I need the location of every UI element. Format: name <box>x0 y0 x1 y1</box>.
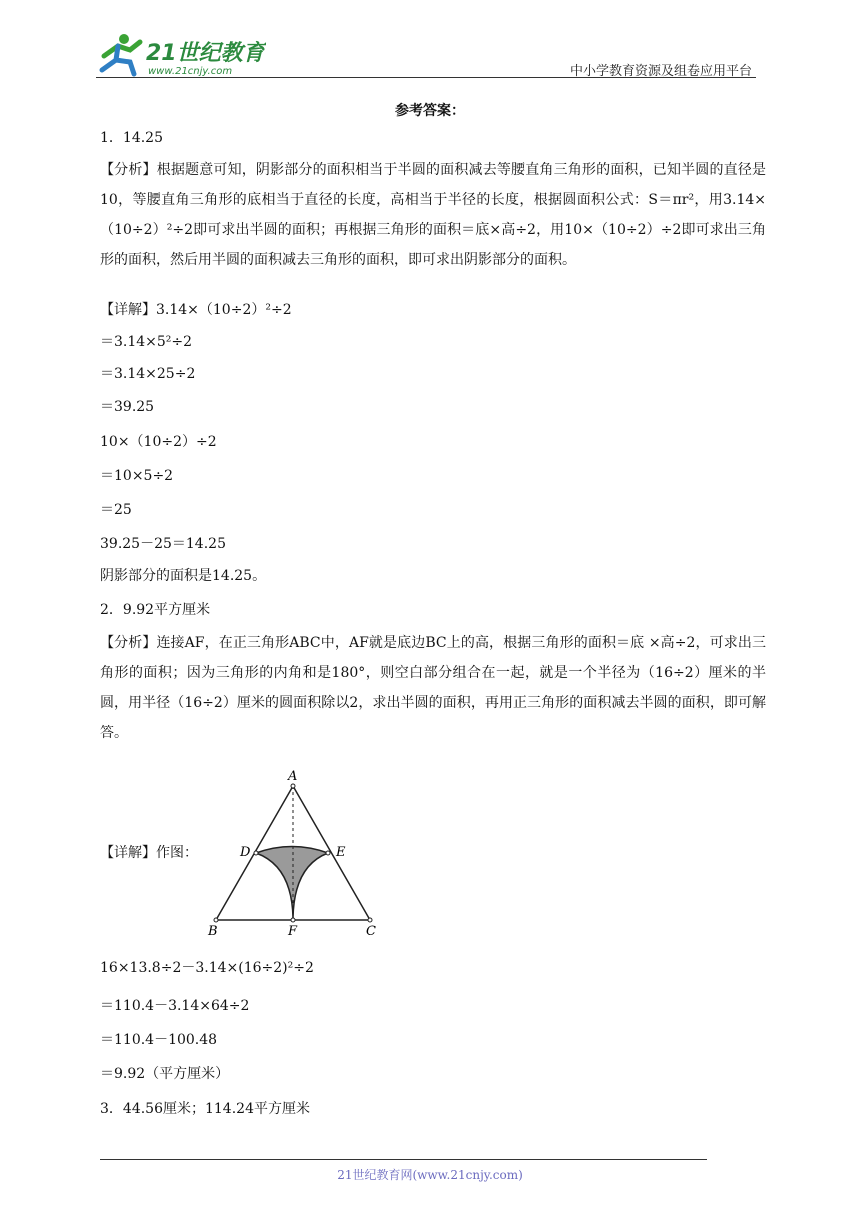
q1-step: ＝10×5÷2 <box>100 468 174 484</box>
label-D: D <box>240 845 251 860</box>
label-F: F <box>288 924 298 939</box>
svg-text:21世纪教育: 21世纪教育 <box>146 41 265 66</box>
site-logo <box>96 30 266 78</box>
footer-divider <box>100 1159 707 1160</box>
label-A: A <box>288 769 298 784</box>
label-B: B <box>208 924 218 939</box>
q2-analysis: 【分析】连接AF，在正三角形ABC中，AF就是底边BC上的高，根据三角形的面积＝底 ×高÷2，可求出三角形的面积；因为三角形的内角和是180°，则空白部分组合在一起，就是一个半径为（16÷2）厘米的半圆，用半径（16÷2）厘米的圆面积除以2，求出半圆的面积，再用正三角形的面积减去半圆的面积，即可解答。 <box>100 635 766 741</box>
q1-step: 阴影部分的面积是14.25。 <box>100 568 267 584</box>
q1-step: ＝25 <box>100 502 132 518</box>
q3-answer: 3．44.56厘米；114.24平方厘米 <box>100 1101 310 1117</box>
q2-step: 16×13.8÷2－3.14×(16÷2)²÷2 <box>100 960 314 976</box>
q1-answer: 1．14.25 <box>100 130 163 146</box>
label-E: E <box>336 845 346 860</box>
label-C: C <box>366 924 376 939</box>
q1-analysis: 【分析】根据题意可知，阴影部分的面积相当于半圆的面积减去等腰直角三角形的面积，已知半圆的直径是10，等腰直角三角形的底相当于直径的长度，高相当于半径的长度，根据圆面积公式：S＝πr²，用3.14×（10÷2）²÷2即可求出半圆的面积；再根据三角形的面积＝底×高÷2，用10×（10÷2）÷2即可求出三角形的面积，然后用半圆的面积减去三角形的面积，即可求出阴影部分的面积。 <box>100 162 766 268</box>
q2-step: ＝110.4－100.48 <box>100 1032 218 1048</box>
page-footer: 21世纪教育网(www.21cnjy.com) <box>337 1168 523 1182</box>
q2-answer: 2．9.92平方厘米 <box>100 602 211 618</box>
q2-step: ＝110.4－3.14×64÷2 <box>100 998 250 1014</box>
q2-detail-label: 【详解】作图： <box>100 845 198 861</box>
page-header <box>96 30 756 80</box>
header-divider <box>96 77 756 78</box>
site-slogan: 中小学教育资源及组卷应用平台 <box>569 64 752 79</box>
q1-step: ＝39.25 <box>100 399 155 415</box>
svg-text:www.21cnjy.com: www.21cnjy.com <box>148 66 233 77</box>
q1-step: ＝3.14×5²÷2 <box>100 334 193 350</box>
q1-step: 【详解】3.14×（10÷2）²÷2 <box>100 302 292 318</box>
triangle-figure <box>200 768 390 940</box>
q1-step: ＝3.14×25÷2 <box>100 366 196 382</box>
q1-step: 39.25－25＝14.25 <box>100 536 226 552</box>
q2-step: ＝9.92（平方厘米） <box>100 1066 230 1082</box>
page-title: 参考答案： <box>395 103 465 119</box>
q1-step: 10×（10÷2）÷2 <box>100 434 217 450</box>
